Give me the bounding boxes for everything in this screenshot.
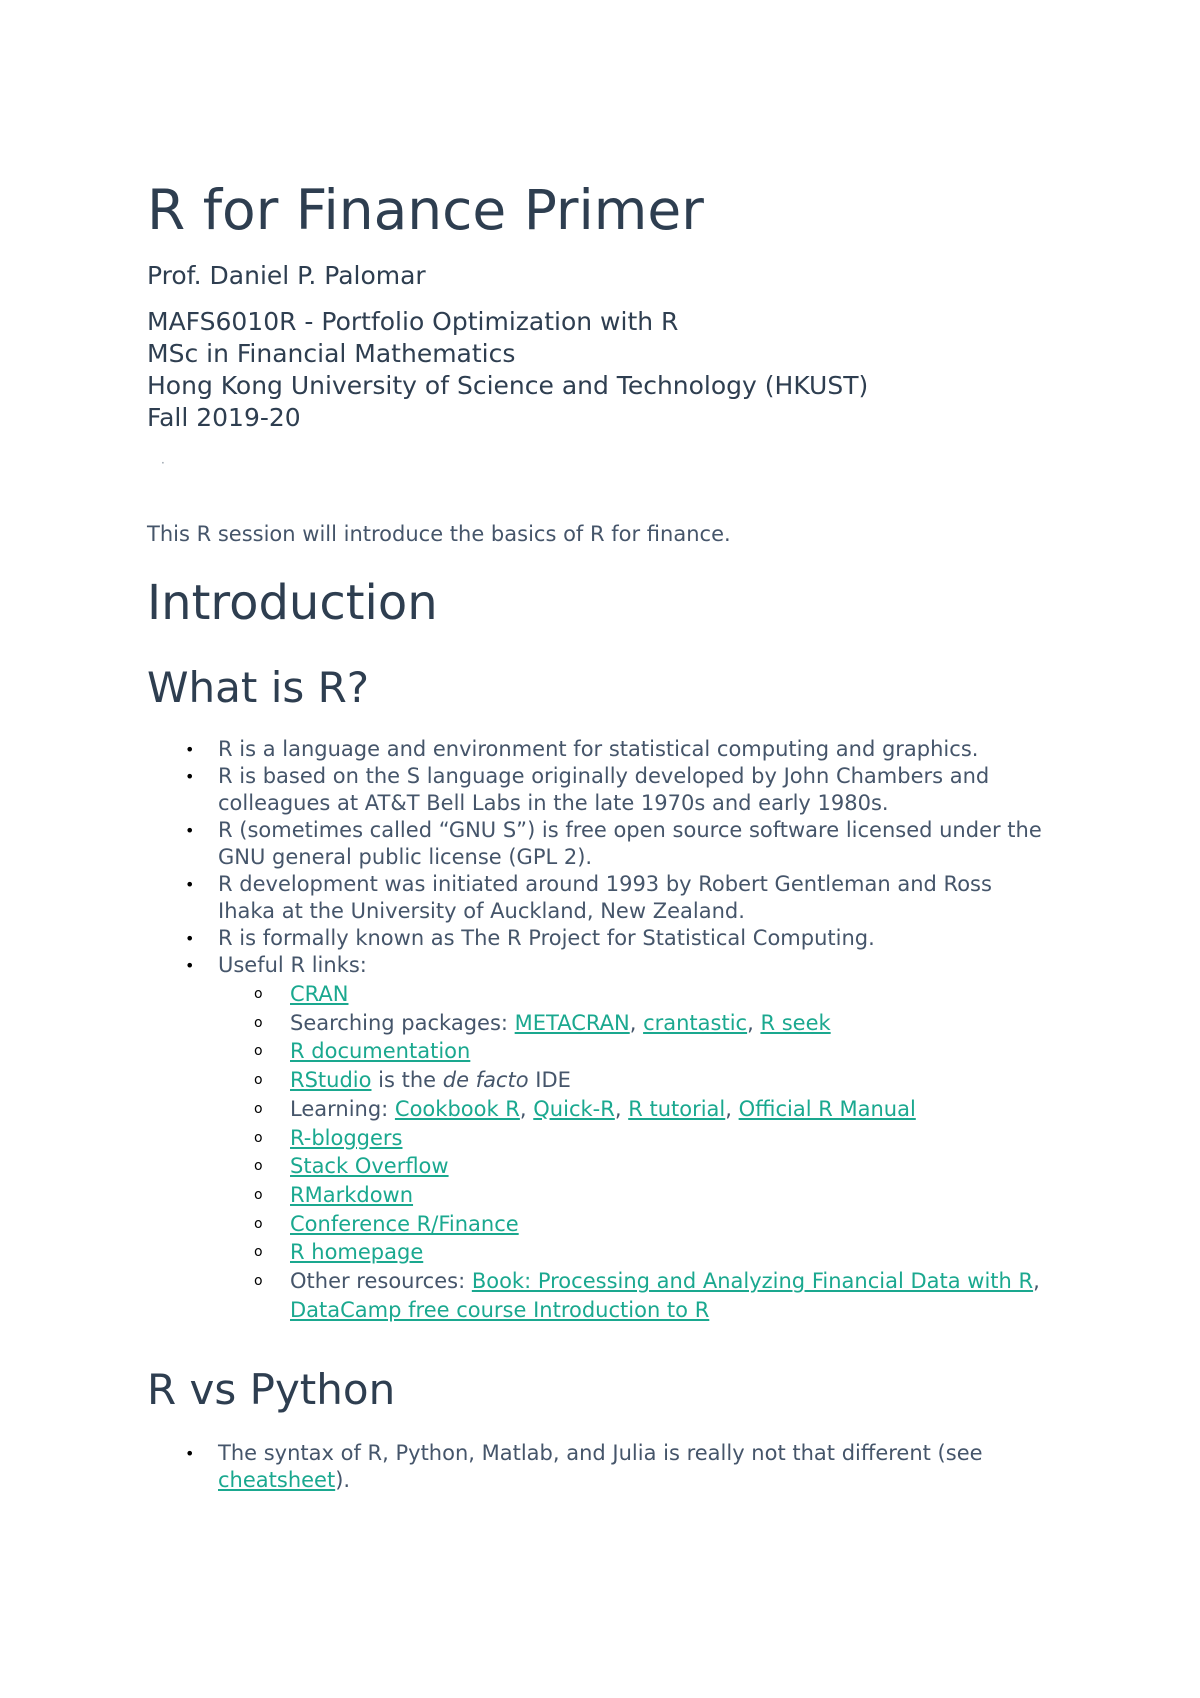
bullet-icon: • <box>185 767 195 786</box>
stack-overflow-link[interactable]: Stack Overflow <box>290 1154 449 1179</box>
list-item-text: R is formally known as The R Project for Statistical Computing. <box>218 926 875 950</box>
bullet-icon: • <box>185 929 195 948</box>
cran-link[interactable]: CRAN <box>290 982 349 1006</box>
list-item-text: R development was initiated around 1993 by Robert Gentleman and Ross Ihaka at the University of Auckland, New Zealand. <box>218 872 992 923</box>
circle-bullet-icon: o <box>254 1072 263 1089</box>
what-is-r-list <box>147 736 1047 1324</box>
list-item <box>147 871 1047 925</box>
rstudio-link[interactable]: RStudio <box>290 1068 372 1093</box>
conference-r-finance-link[interactable]: Conference R/Finance <box>290 1211 519 1236</box>
list-item <box>147 925 1047 952</box>
list-item-text-end: ). <box>335 1468 351 1493</box>
list-item-text: The syntax of R, Python, Matlab, and Julia is really not that different (see <box>218 1441 983 1466</box>
link-item-rbloggers <box>216 1124 1047 1153</box>
datacamp-link[interactable]: DataCamp free course Introduction to R <box>290 1297 710 1322</box>
metacran-link[interactable]: METACRAN <box>514 1010 630 1035</box>
bullet-icon: • <box>185 821 195 840</box>
separator: , <box>725 1096 739 1121</box>
quick-r-link[interactable]: Quick-R <box>533 1096 615 1121</box>
link-item-cran <box>216 980 1047 1009</box>
link-item-rmarkdown <box>216 1181 1047 1210</box>
circle-bullet-icon: o <box>254 1043 263 1060</box>
crantastic-link[interactable]: crantastic <box>643 1010 748 1035</box>
bullet-icon: • <box>185 875 195 894</box>
author-name: Prof. Daniel P. Palomar <box>147 261 426 290</box>
rstudio-text-end: IDE <box>528 1068 571 1093</box>
r-documentation-link[interactable]: R documentation <box>290 1039 471 1064</box>
link-item-searching <box>216 1009 1047 1038</box>
circle-bullet-icon: o <box>254 1186 263 1203</box>
separator: , <box>614 1096 629 1121</box>
cookbook-r-link[interactable]: Cookbook R <box>394 1096 520 1121</box>
list-item-text: R is based on the S language originally developed by John Chambers and colleagues at AT&T Bell Labs in the late 1970s and early 1980s. <box>218 764 990 815</box>
section-heading-r-vs-python: R vs Python <box>147 1365 396 1415</box>
university-line: Hong Kong University of Science and Technology (HKUST) <box>147 371 869 400</box>
r-homepage-link[interactable]: R homepage <box>290 1240 424 1265</box>
list-item-useful-links <box>147 952 1047 1324</box>
term-line: Fall 2019-20 <box>147 403 301 432</box>
link-item-homepage <box>216 1238 1047 1267</box>
list-item <box>147 1440 1047 1494</box>
link-item-stackoverflow <box>216 1152 1047 1181</box>
list-item-text: R is a language and environment for statistical computing and graphics. <box>218 737 979 761</box>
bullet-icon: • <box>185 740 195 759</box>
r-bloggers-link[interactable]: R-bloggers <box>290 1125 403 1150</box>
program-line: MSc in Financial Mathematics <box>147 339 516 368</box>
separator: , <box>1033 1269 1040 1294</box>
searching-label: Searching packages: <box>290 1010 515 1035</box>
separator: , <box>519 1096 534 1121</box>
separator: , <box>629 1010 644 1035</box>
list-item <box>147 763 1047 817</box>
circle-bullet-icon: o <box>254 1129 263 1146</box>
learning-label: Learning: <box>290 1096 395 1121</box>
circle-bullet-icon: o <box>254 1273 263 1290</box>
separator: , <box>747 1010 761 1035</box>
section-heading-what-is-r: What is R? <box>147 663 370 712</box>
section-heading-introduction: Introduction <box>147 575 438 631</box>
list-item <box>147 817 1047 871</box>
course-line: MAFS6010R - Portfolio Optimization with R <box>147 307 679 336</box>
intro-paragraph: This R session will introduce the basics of R for finance. <box>147 522 731 546</box>
rmarkdown-link[interactable]: RMarkdown <box>290 1182 414 1207</box>
book-link[interactable]: Book: Processing and Analyzing Financial Data with R <box>471 1269 1034 1294</box>
circle-bullet-icon: o <box>254 986 263 1002</box>
bullet-icon: • <box>185 1444 195 1464</box>
cheatsheet-link[interactable]: cheatsheet <box>218 1468 336 1493</box>
rstudio-emphasis: de facto <box>442 1068 529 1093</box>
link-item-learning <box>216 1095 1047 1124</box>
affiliation-block <box>147 306 1047 434</box>
r-tutorial-link[interactable]: R tutorial <box>628 1096 726 1121</box>
circle-bullet-icon: o <box>254 1215 263 1232</box>
link-item-conference <box>216 1210 1047 1239</box>
list-item-text: R (sometimes called “GNU S”) is free open source software licensed under the GNU general public license (GPL 2). <box>218 818 1042 869</box>
r-vs-python-list <box>147 1440 1047 1494</box>
other-resources-label: Other resources: <box>290 1269 472 1294</box>
official-r-manual-link[interactable]: Official R Manual <box>738 1096 916 1121</box>
rstudio-text: is the <box>371 1068 443 1093</box>
link-item-rdoc <box>216 1037 1047 1066</box>
rseek-link[interactable]: R seek <box>760 1010 831 1035</box>
page-title: R for Finance Primer <box>147 178 704 242</box>
circle-bullet-icon: o <box>254 1158 263 1175</box>
list-item-text: Useful R links: <box>218 953 367 977</box>
circle-bullet-icon: o <box>254 1100 263 1117</box>
circle-bullet-icon: o <box>254 1014 263 1031</box>
link-item-other <box>216 1267 1047 1324</box>
circle-bullet-icon: o <box>254 1244 263 1261</box>
link-item-rstudio <box>216 1066 1047 1095</box>
bullet-icon: • <box>185 956 195 975</box>
useful-links-list <box>218 980 1047 1324</box>
document-content <box>147 0 1047 1494</box>
small-dot: · <box>161 456 165 470</box>
list-item <box>147 736 1047 763</box>
